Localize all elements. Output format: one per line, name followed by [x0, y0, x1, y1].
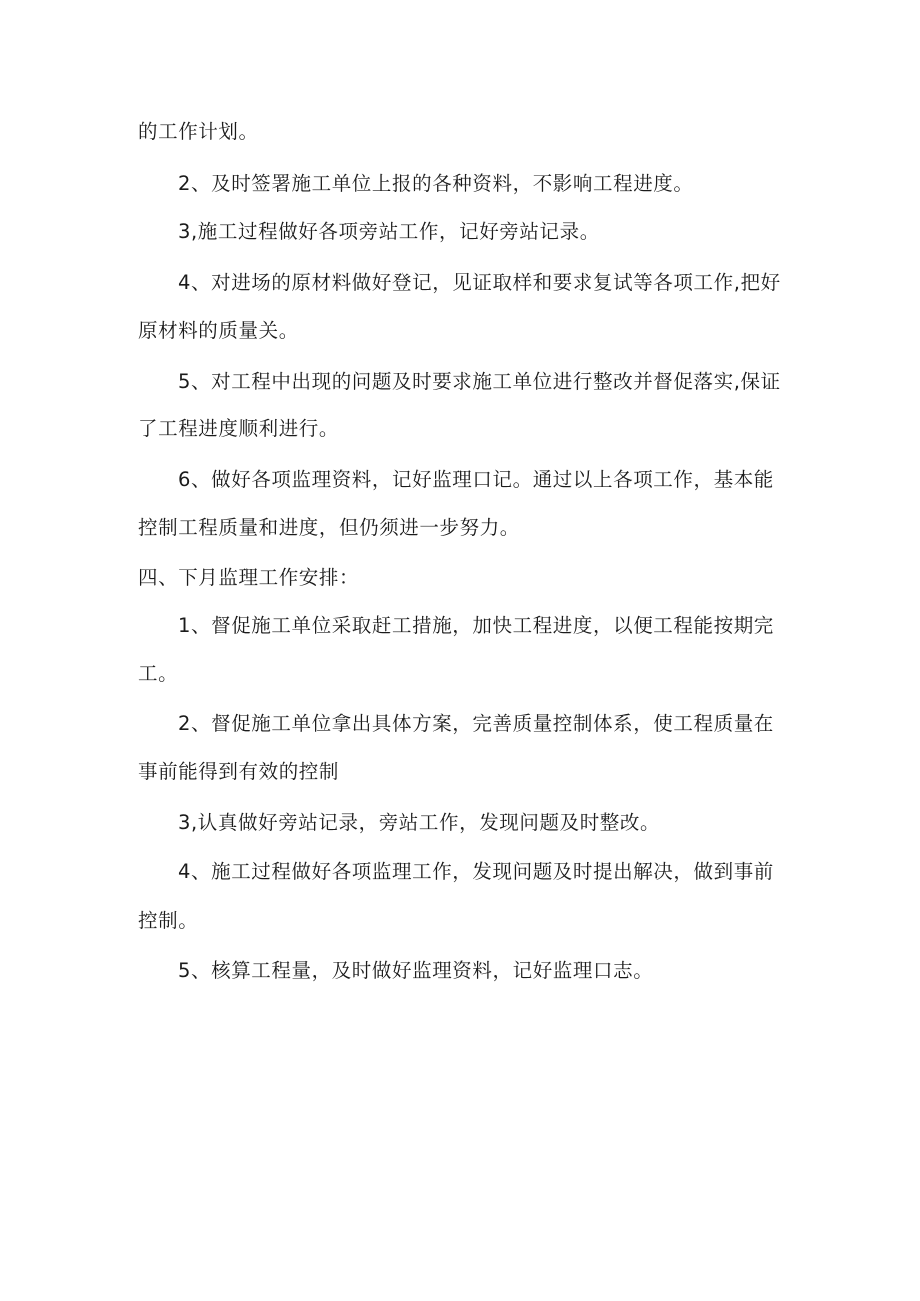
- text-line: 原材料的质量关。: [138, 319, 299, 342]
- section-heading: 四、下月监理工作安排：: [138, 566, 360, 589]
- text-line: 4、对进场的原材料做好登记，见证取样和要求复试等各项工作,把好: [178, 271, 781, 294]
- text-line: 控制。: [138, 909, 199, 932]
- text-line: 了工程进度顺利进行。: [138, 417, 340, 440]
- text-line: 工。: [138, 662, 179, 685]
- text-line: 5、核算工程量，及时做好监理资料，记好监理口志。: [178, 959, 654, 982]
- text-line: 6、做好各项监理资料，记好监理口记。通过以上各项工作，基本能: [178, 468, 774, 491]
- text-line: 控制工程质量和进度，但仍须进一步努力。: [138, 516, 520, 539]
- text-line: 3,认真做好旁站记录，旁站工作，发现问题及时整改。: [178, 811, 661, 834]
- text-line: 3,施工过程做好各项旁站工作，记好旁站记录。: [178, 220, 600, 243]
- text-line: 5、对工程中出现的问题及时要求施工单位进行整改并督促落实,保证: [178, 370, 781, 393]
- text-line: 4、施工过程做好各项监理工作，发现问题及时提出解决，做到事前: [178, 860, 774, 883]
- text-line: 1、督促施工单位采取赶工措施，加快工程进度，以便工程能按期完: [178, 614, 774, 637]
- text-line: 2、督促施工单位拿出具体方案，完善质量控制体系，使工程质量在: [178, 712, 774, 735]
- text-line: 的工作计划。: [138, 120, 259, 143]
- text-line: 事前能得到有效的控制: [138, 760, 340, 783]
- text-line: 2、及时签署施工单位上报的各种资料，不影响工程进度。: [178, 172, 694, 195]
